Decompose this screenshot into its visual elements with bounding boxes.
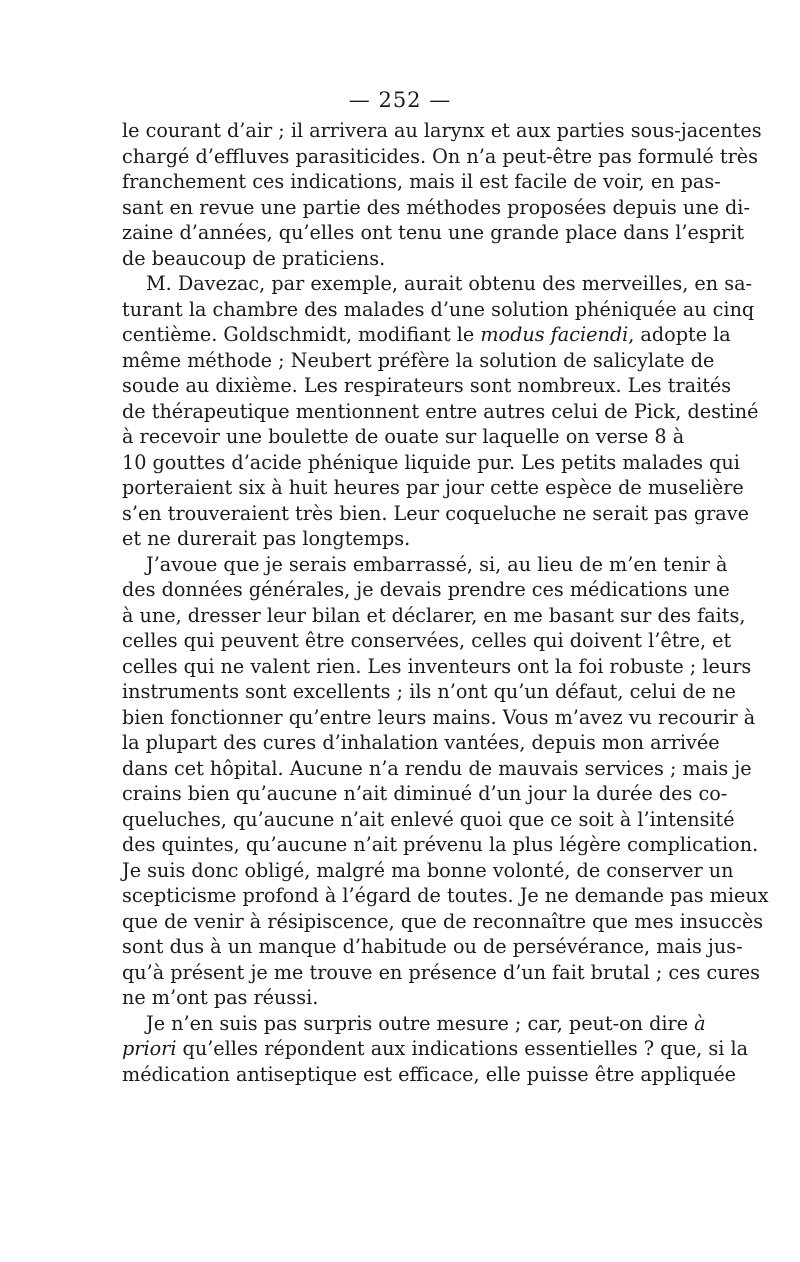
text-line — [122, 501, 749, 527]
text-line — [122, 603, 746, 629]
text-line-content: Je n’en suis pas surpris outre mesure ; car, peut-on dire — [146, 1011, 695, 1035]
text-line-content: qu’à présent je me trouve en présence d’un fait brutal ; ces cures — [122, 960, 760, 984]
text-line — [122, 654, 752, 680]
text-line-content: des données générales, je devais prendre ces médications une — [122, 578, 730, 601]
text-line-content: à recevoir une boulette de ouate sur laquelle on verse 8 à — [122, 425, 685, 448]
text-line-content: celles qui ne valent rien. Les inventeurs ont la foi robuste ; leurs — [122, 654, 752, 678]
text-line — [122, 246, 682, 272]
text-line — [122, 960, 760, 986]
text-line-content: la plupart des cures d’inhalation vantées, depuis mon arrivée — [122, 731, 720, 754]
text-line — [122, 399, 759, 425]
page-number: — 252 — — [348, 88, 452, 112]
text-line — [122, 526, 682, 552]
text-line-content: celles qui peuvent être conservées, celles qui doivent l’être, et — [122, 629, 732, 652]
text-line — [122, 195, 750, 221]
text-line — [122, 934, 743, 960]
text-line-content: que de venir à résipiscence, que de reconnaître que mes insuccès — [122, 909, 764, 933]
text-line-content: médication antiseptique est efficace, elle puisse être appliquée — [122, 1062, 737, 1086]
text-line — [122, 909, 764, 935]
text-line-tail: , adopte la — [628, 323, 731, 346]
text-line — [122, 985, 682, 1011]
text-line — [122, 781, 728, 807]
text-line-tail: qu’elles répondent aux indications essentielles ? que, si la — [176, 1037, 749, 1060]
text-line — [122, 679, 736, 705]
text-line — [122, 348, 715, 374]
text-line-content: s’en trouveraient très bien. Leur coqueluche ne serait pas grave — [122, 501, 749, 525]
text-line-content: J’avoue que je serais embarrassé, si, au lieu de m’en tenir à — [146, 552, 728, 576]
text-line — [122, 577, 730, 603]
text-line — [122, 144, 758, 170]
text-line — [122, 424, 685, 450]
text-line-content: Je suis donc obligé, malgré ma bonne volonté, de conserver un — [122, 858, 734, 882]
text-line — [122, 883, 769, 909]
text-line-content: de thérapeutique mentionnent entre autres celui de Pick, destiné — [122, 399, 759, 423]
text-line-content: instruments sont excellents ; ils n’ont qu’un défaut, celui de ne — [122, 680, 736, 703]
text-line-content: 10 gouttes d’acide phénique liquide pur. Les petits malades qui — [122, 450, 740, 474]
text-line — [122, 297, 755, 323]
text-line-content: des quintes, qu’aucune n’ait prévenu la plus légère complication. — [122, 833, 759, 856]
text-line-content: chargé d’effluves parasiticides. On n’a peut-être pas formulé très — [122, 144, 758, 168]
text-line-content: queluches, qu’aucune n’ait enlevé quoi que ce soit à l’intensité — [122, 807, 735, 831]
text-line — [122, 1062, 737, 1088]
text-line-content: et ne durerait pas longtemps. — [122, 527, 411, 550]
text-line — [122, 1011, 706, 1037]
text-line-content: soude au dixième. Les respirateurs sont nombreux. Les traités — [122, 374, 732, 397]
text-line-content: sant en revue une partie des méthodes proposées depuis une di- — [122, 195, 750, 219]
text-line — [122, 552, 728, 578]
text-line-content: porteraient six à huit heures par jour cette espèce de muselière — [122, 476, 744, 499]
text-line-content: ne m’ont pas réussi. — [122, 986, 319, 1009]
text-line-content: crains bien qu’aucune n’ait diminué d’un jour la durée des co- — [122, 782, 728, 805]
text-line — [122, 807, 735, 833]
text-line-content: centième. Goldschmidt, modifiant le — [122, 323, 481, 346]
text-line-content: M. Davezac, par exemple, aurait obtenu des merveilles, en sa- — [146, 272, 753, 295]
text-line-content: le courant d’air ; il arrivera au larynx et aux parties sous-jacentes — [122, 119, 762, 142]
text-line-content: de beaucoup de praticiens. — [122, 246, 386, 270]
text-line-content: dans cet hôpital. Aucune n’a rendu de mauvais services ; mais je — [122, 756, 752, 780]
italic-phrase: modus faciendi — [480, 323, 629, 346]
text-line — [122, 628, 732, 654]
text-line — [122, 858, 734, 884]
text-line-content: zaine d’années, qu’elles ont tenu une grande place dans l’esprit — [122, 221, 745, 244]
text-line-content: à une, dresser leur bilan et déclarer, en me basant sur des faits, — [122, 603, 746, 627]
text-line-content: franchement ces indications, mais il est facile de voir, en pas- — [122, 170, 721, 193]
text-line-content: turant la chambre des malades d’une solution phéniquée au cinq — [122, 297, 755, 321]
text-line — [122, 322, 731, 348]
italic-phrase: priori — [122, 1037, 177, 1060]
text-line — [122, 450, 740, 476]
text-line-content: scepticisme profond à l’égard de toutes. Je ne demande pas mieux — [122, 884, 769, 907]
text-line — [122, 118, 762, 144]
text-line — [122, 705, 756, 731]
text-line — [122, 169, 721, 195]
text-line-content: même méthode ; Neubert préfère la solution de salicylate de — [122, 348, 715, 372]
text-line — [122, 475, 744, 501]
text-line-content: bien fonctionner qu’entre leurs mains. Vous m’avez vu recourir à — [122, 705, 756, 729]
text-line — [122, 730, 720, 756]
text-line — [122, 271, 753, 297]
text-line — [122, 832, 759, 858]
body-text — [122, 118, 769, 1087]
italic-phrase: à — [694, 1011, 706, 1035]
text-line — [122, 373, 732, 399]
text-line — [122, 756, 752, 782]
text-line — [122, 220, 745, 246]
text-line — [122, 1036, 749, 1062]
text-line-content: sont dus à un manque d’habitude ou de persévérance, mais jus- — [122, 935, 743, 958]
